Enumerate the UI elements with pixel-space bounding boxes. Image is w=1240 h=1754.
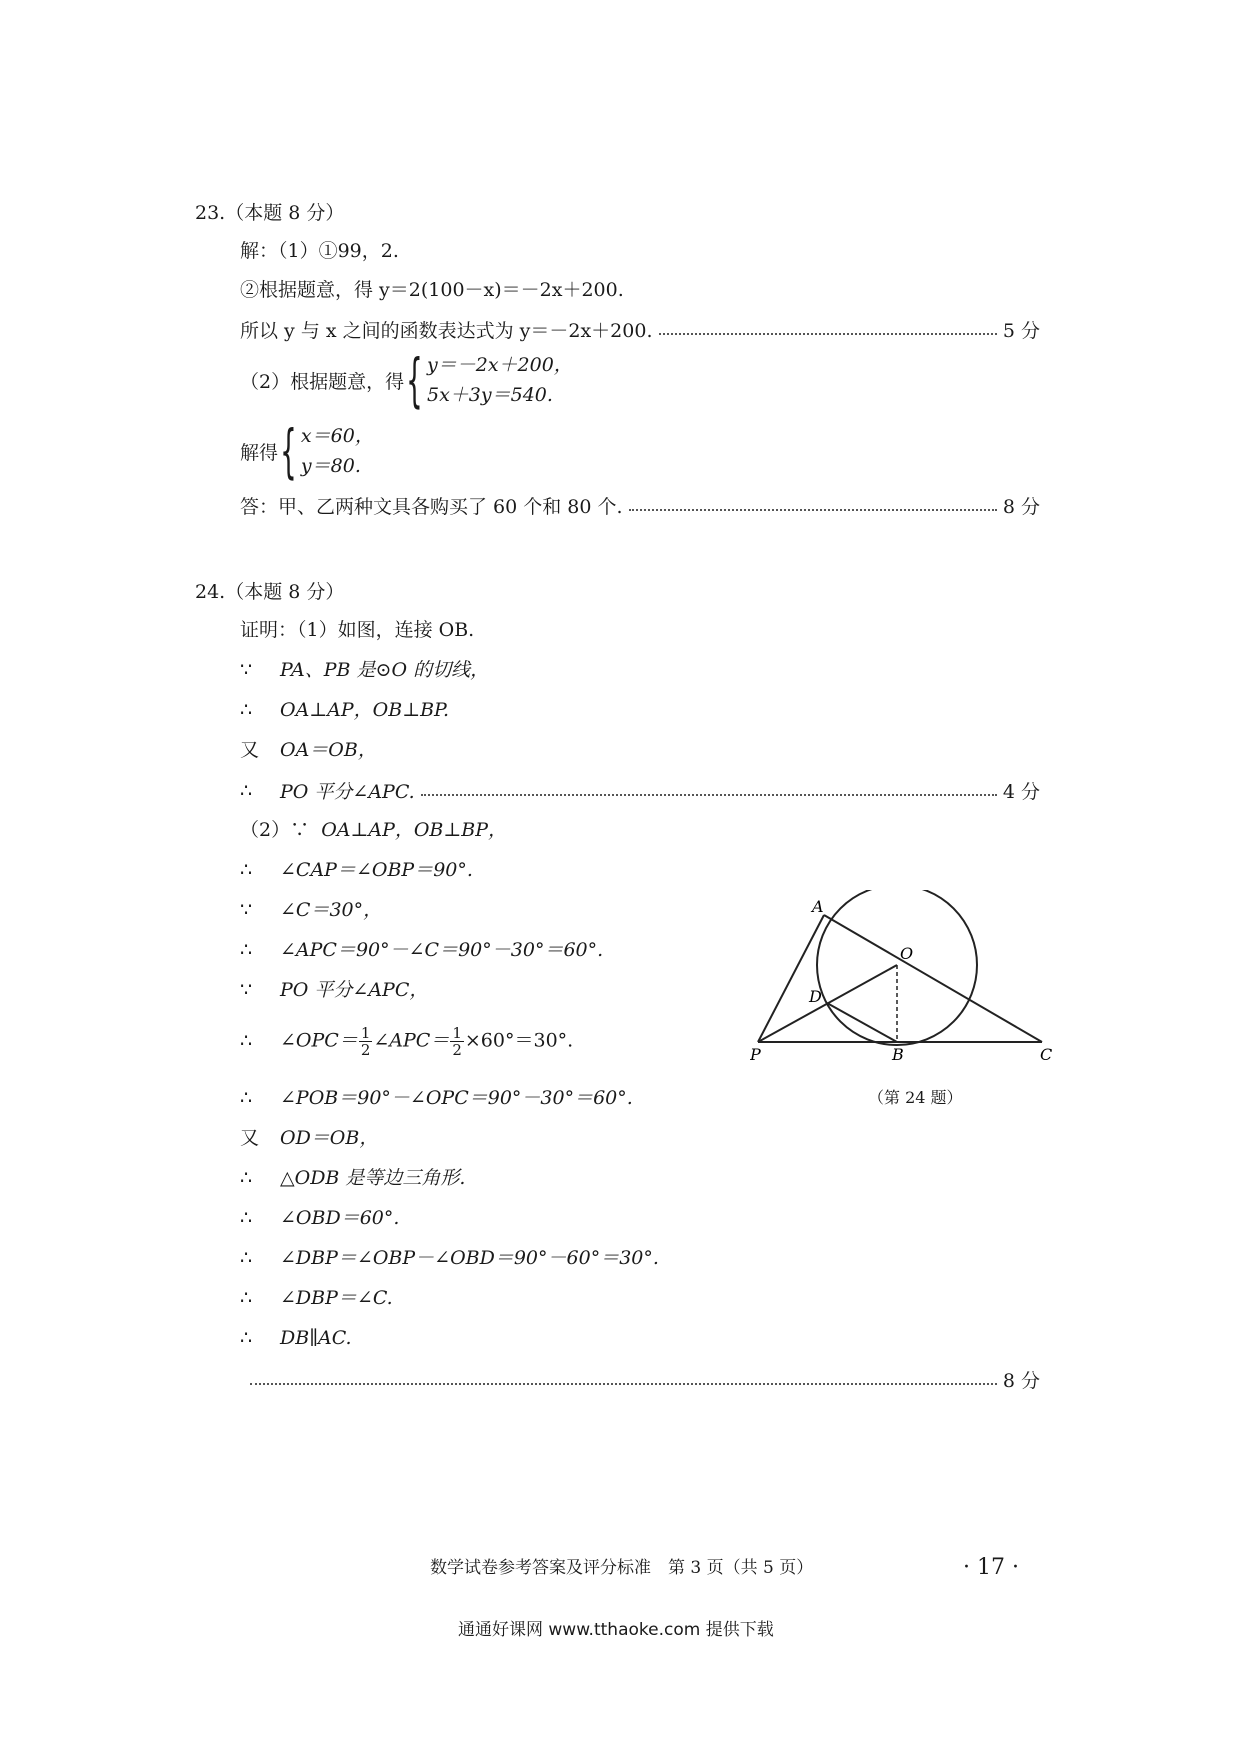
q24-line-1 (240, 657, 489, 683)
page-footer: 数学试卷参考答案及评分标准 第 3 页（共 5 页） (430, 1558, 814, 1578)
fraction-numerator: 1 (360, 1024, 371, 1042)
label-d: D (809, 987, 822, 1006)
q24-line2-6-sym: ∴ (240, 1327, 253, 1349)
q24-line-1-text: PA、PB 是⊙O 的切线， (280, 659, 490, 681)
score-leader-dots (659, 333, 997, 335)
score-leader-dots (421, 794, 997, 796)
q24-line-5-sym: （2）∵ (240, 819, 310, 841)
fraction-line-pre: ∠OPC＝ (280, 1029, 358, 1052)
q23-score-8: 8 分 (1002, 496, 1040, 518)
q24-line-3-text: OA＝OB， (280, 739, 377, 761)
system-2-eq-1: x＝60， (300, 425, 374, 447)
brace-symbol: { (280, 417, 297, 485)
q24-line2-4 (240, 1245, 659, 1271)
q24-line-2-sym: ∴ (240, 699, 253, 721)
q23-score-row-8 (240, 492, 1040, 519)
q24-line2-2-sym: ∴ (240, 1167, 253, 1189)
q24-line-7-text: ∠C＝30°， (280, 899, 383, 921)
q24-line2-0 (240, 1085, 633, 1111)
q24-score-row-8 (250, 1366, 1040, 1393)
q24-line-6 (240, 857, 473, 883)
q24-line2-4-sym: ∴ (240, 1247, 253, 1269)
q24-score-row-4 (240, 777, 1040, 804)
q24-line2-3 (240, 1205, 399, 1231)
q23-line-6: 答：甲、乙两种文具各购买了 60 个和 80 个. (240, 496, 623, 518)
fraction-line-mid: ∠APC＝ (373, 1029, 450, 1052)
fraction-half-2 (450, 1025, 464, 1058)
q23-line-5-prefix: 解得 (240, 441, 279, 464)
q24-line2-0-text: ∠POB＝90°－∠OPC＝90°－30°＝60°. (280, 1087, 633, 1109)
fraction-numerator: 1 (452, 1024, 462, 1042)
system-1-eq-2: 5x＋3y＝540. (427, 384, 553, 406)
label-a: A (812, 897, 824, 916)
q24-line-5-text: OA⊥AP，OB⊥BP， (321, 819, 508, 841)
system-2-eq-2: y＝80. (300, 455, 361, 477)
q24-line-8-sym: ∴ (240, 939, 253, 961)
fraction-denominator: 2 (360, 1041, 371, 1059)
system-1-eq-1: y＝－2x＋200， (427, 354, 573, 376)
q24-line2-1-text: OD＝OB， (280, 1127, 379, 1149)
q24-fraction-line (240, 1025, 573, 1058)
q24-line2-3-text: ∠OBD＝60°. (280, 1207, 400, 1229)
q24-line-9-text: PO 平分∠APC， (280, 979, 429, 1001)
q24-line-9-sym: ∵ (240, 979, 253, 1001)
q23-system-1 (240, 346, 573, 414)
q24-line-8 (240, 937, 603, 963)
q24-geometry-figure (750, 890, 1060, 1070)
segment-ac (824, 915, 1042, 1042)
q23-score-5: 5 分 (1002, 320, 1040, 342)
q24-line2-5 (240, 1285, 393, 1311)
q24-line-1-sym: ∵ (240, 659, 253, 681)
page-number: · 17 · (963, 1555, 1019, 1580)
q24-line2-4-text: ∠DBP＝∠OBP－∠OBD＝90°－60°＝30°. (280, 1247, 659, 1269)
label-c: C (1040, 1045, 1053, 1064)
q23-line-1: 解：（1）①99，2. (240, 240, 399, 262)
fraction-denominator: 2 (452, 1041, 462, 1059)
q23-line-2: ②根据题意，得 y＝2(100－x)＝－2x＋200. (240, 279, 624, 301)
q23-score-row-5 (240, 316, 1040, 343)
q24-line2-5-text: ∠DBP＝∠C. (280, 1287, 393, 1309)
q23-title: 23.（本题 8 分） (195, 202, 345, 224)
score-leader-dots (250, 1383, 997, 1385)
q24-line-7-sym: ∵ (240, 899, 253, 921)
q23-system-2 (240, 417, 374, 485)
fraction-line-post: ×60°＝30°. (464, 1029, 574, 1052)
fraction-half-1 (359, 1025, 373, 1058)
q24-line2-3-sym: ∴ (240, 1207, 253, 1229)
q24-score-4: 4 分 (1002, 781, 1040, 803)
q24-line-6-text: ∠CAP＝∠OBP＝90°. (280, 859, 473, 881)
q24-line-3 (240, 737, 377, 763)
q24-line2-2-text: △ODB 是等边三角形. (280, 1167, 466, 1189)
q24-line-7 (240, 897, 382, 923)
q24-line-3-sym: 又 (240, 739, 260, 761)
fraction-line-sym: ∴ (240, 1029, 253, 1052)
q23-line-3: 所以 y 与 x 之间的函数表达式为 y＝－2x＋200. (240, 320, 653, 342)
q24-line-4-text: PO 平分∠APC. (280, 781, 415, 803)
label-o: O (900, 944, 914, 963)
q24-line-8-text: ∠APC＝90°－∠C＝90°－30°＝60°. (280, 939, 604, 961)
q24-line2-1 (240, 1125, 378, 1151)
q24-score-8: 8 分 (1002, 1370, 1040, 1392)
q24-line-6-sym: ∴ (240, 859, 253, 881)
q24-line-9 (240, 977, 428, 1003)
score-leader-dots (629, 509, 997, 511)
q24-line-0-text: 证明：（1）如图，连接 OB. (240, 619, 475, 641)
q24-line2-1-sym: 又 (240, 1127, 260, 1149)
q24-line-2 (240, 697, 449, 723)
q24-line2-0-sym: ∴ (240, 1087, 253, 1109)
q24-line-4-sym: ∴ (240, 779, 253, 802)
q24-line2-2 (240, 1165, 465, 1191)
download-watermark: 通通好课网 www.tthaoke.com 提供下载 (458, 1620, 774, 1640)
label-b: B (892, 1045, 904, 1064)
brace-symbol: { (406, 346, 423, 414)
q24-line2-6-text: DB∥AC. (280, 1327, 352, 1349)
q24-line2-5-sym: ∴ (240, 1287, 253, 1309)
q24-line2-6 (240, 1325, 352, 1351)
q24-line-2-text: OA⊥AP，OB⊥BP. (280, 699, 450, 721)
figure-caption: （第 24 题） (868, 1088, 963, 1107)
label-p: P (750, 1045, 761, 1064)
q24-line-0 (240, 617, 474, 643)
q24-line-5 (240, 817, 507, 843)
q24-title: 24.（本题 8 分） (195, 581, 345, 603)
q23-line-4-prefix: （2）根据题意，得 (240, 370, 405, 393)
